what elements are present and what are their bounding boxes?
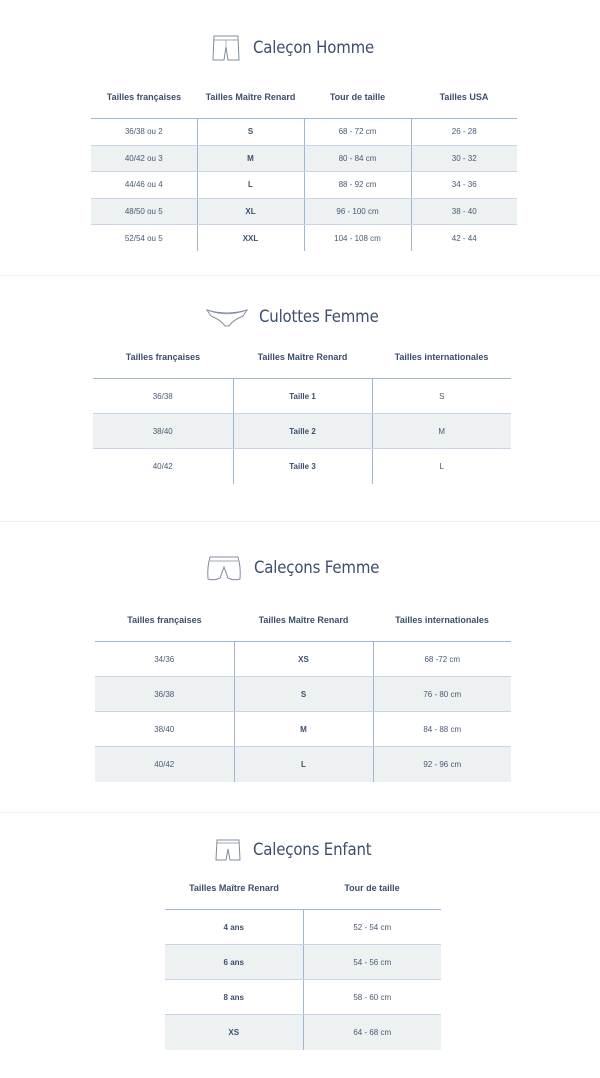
table-cell: 52/54 ou 5: [124, 233, 163, 243]
table-cell: 34 - 36: [411, 172, 517, 199]
size-table-calecons-femme: [95, 615, 511, 782]
table-cell: 48/50 ou 5: [91, 198, 197, 225]
table-cell: 36/38: [93, 379, 233, 414]
table-cell: 38 - 40: [411, 198, 517, 225]
table-cell: Taille 1: [233, 379, 372, 414]
table-cell: 58 - 60 cm: [303, 980, 441, 1015]
table-row: [165, 945, 441, 980]
column-header: Tailles françaises: [95, 615, 234, 642]
table-cell: XS: [165, 1015, 303, 1050]
section-header-calecons-enfant: [0, 837, 600, 863]
table-cell: Taille 2: [233, 414, 372, 449]
table-cell: 92 - 96 cm: [373, 747, 511, 782]
table-row: [95, 712, 511, 747]
table-cell: 40/42 ou 3: [91, 145, 197, 172]
table-row: [91, 198, 517, 225]
column-header: Tour de taille: [303, 883, 441, 910]
table-cell: 30 - 32: [411, 145, 517, 172]
size-table-calecons-enfant: [165, 883, 441, 1050]
table-row: [93, 449, 511, 484]
column-header: Tailles françaises: [93, 352, 233, 379]
table-cell: 40/42: [95, 747, 234, 782]
table-cell: M: [197, 145, 304, 172]
table-cell: L: [197, 172, 304, 199]
panties-icon: [205, 304, 249, 330]
column-header: Tailles Maître Renard: [165, 883, 303, 910]
table-cell: Taille 3: [233, 449, 372, 484]
section-title: Caleçon Homme: [253, 38, 375, 58]
column-header: Tour de taille: [304, 92, 411, 119]
table-row: [91, 225, 517, 252]
table-cell: 64 - 68 cm: [303, 1015, 441, 1050]
table-cell: 104 - 108 cm: [304, 225, 411, 252]
table-row: [165, 1015, 441, 1050]
table-cell: 4 ans: [165, 910, 303, 945]
women-shorts-icon: [204, 553, 244, 583]
table-cell: 54 - 56 cm: [303, 945, 441, 980]
table-cell: 6 ans: [165, 945, 303, 980]
table-cell: M: [372, 414, 511, 449]
table-row: [165, 980, 441, 1015]
table-row: [95, 747, 511, 782]
table-cell: 36/38: [95, 677, 234, 712]
table-cell: XXL: [197, 225, 304, 252]
column-header: Tailles Maître Renard: [197, 92, 304, 119]
column-header: Tailles internationales: [372, 352, 511, 379]
section-divider: [0, 812, 600, 813]
section-header-culottes-femme: [0, 304, 600, 330]
size-table-culottes-femme: [93, 352, 511, 484]
column-header: Tailles françaises: [91, 92, 197, 119]
table-row: [91, 172, 517, 199]
table-row: [91, 145, 517, 172]
table-cell: M: [234, 712, 373, 747]
column-header: Tailles Maître Renard: [234, 615, 373, 642]
section-title: Caleçons Femme: [253, 558, 380, 578]
table-cell: 34/36: [95, 642, 234, 677]
section-title: Caleçons Enfant: [252, 840, 372, 860]
table-cell: 80 - 84 cm: [304, 145, 411, 172]
table-row: [95, 677, 511, 712]
column-header: Tailles USA: [411, 92, 517, 119]
table-cell: 38/40: [95, 712, 234, 747]
section-divider: [0, 275, 600, 276]
section-title: Culottes Femme: [259, 307, 379, 327]
section-header-calecons-femme: [0, 553, 600, 583]
column-header: Tailles Maître Renard: [233, 352, 372, 379]
table-cell: XS: [234, 642, 373, 677]
table-cell: 68 - 72 cm: [304, 119, 411, 146]
table-cell: 8 ans: [165, 980, 303, 1015]
kids-shorts-icon: [213, 837, 243, 863]
table-cell: L: [372, 449, 511, 484]
table-cell: S: [197, 119, 304, 146]
table-cell: 52 - 54 cm: [303, 910, 441, 945]
table-cell: 26 - 28: [411, 119, 517, 146]
table-cell: 38/40: [93, 414, 233, 449]
table-cell: L: [234, 747, 373, 782]
size-table-calecon-homme: [91, 92, 517, 251]
table-cell: 84 - 88 cm: [373, 712, 511, 747]
boxer-shorts-icon: [209, 33, 243, 63]
table-row: [93, 379, 511, 414]
column-header: Tailles internationales: [373, 615, 511, 642]
table-row: [165, 910, 441, 945]
table-cell: 68 -72 cm: [373, 642, 511, 677]
table-cell: S: [234, 677, 373, 712]
section-header-calecon-homme: [0, 33, 600, 63]
table-cell: 76 - 80 cm: [373, 677, 511, 712]
table-cell: 88 - 92 cm: [304, 172, 411, 199]
table-cell: 36/38 ou 2: [91, 119, 197, 146]
table-row: [95, 642, 511, 677]
section-divider: [0, 521, 600, 522]
table-cell: XL: [197, 198, 304, 225]
table-cell: 40/42: [152, 461, 173, 471]
table-row: [93, 414, 511, 449]
table-cell: S: [372, 379, 511, 414]
table-cell: 44/46 ou 4: [91, 172, 197, 199]
table-cell: 42 - 44: [411, 225, 517, 252]
table-row: [91, 119, 517, 146]
table-cell: 96 - 100 cm: [304, 198, 411, 225]
